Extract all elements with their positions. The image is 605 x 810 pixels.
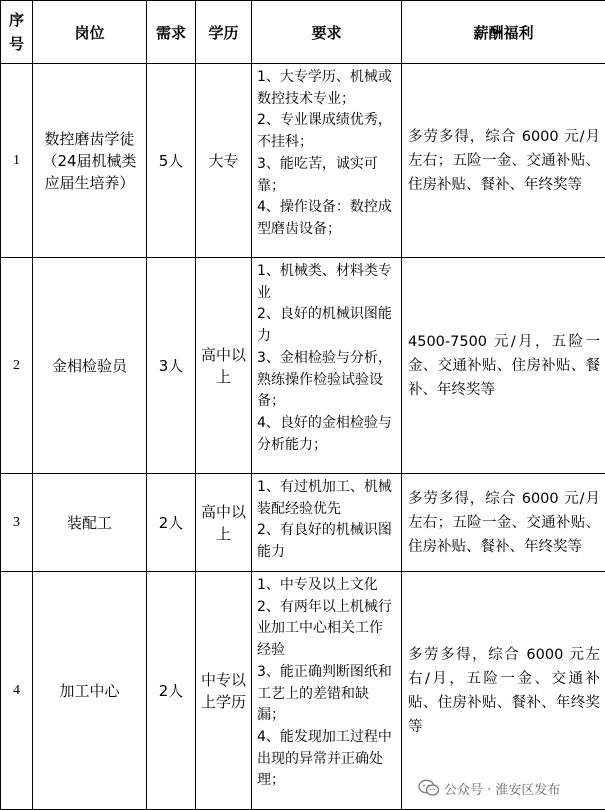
row-count: 2人 bbox=[147, 474, 196, 572]
header-salary: 薪酬福利 bbox=[402, 1, 605, 64]
row-requirements bbox=[252, 258, 402, 474]
requirement-item: 1、有过机加工、机械装配经验优先 bbox=[257, 477, 395, 520]
row-no: 4 bbox=[1, 572, 33, 810]
requirement-item: 1、大专学历、机械或数控技术专业； bbox=[257, 67, 395, 110]
row-position: 装配工 bbox=[33, 474, 147, 572]
row-no: 3 bbox=[1, 474, 33, 572]
row-requirements bbox=[252, 474, 402, 572]
table-header-row bbox=[1, 1, 605, 64]
row-position: 数控磨齿学徒（24届机械类应届生培养） bbox=[33, 64, 147, 258]
requirement-item: 3、能正确判断图纸和工艺上的差错和缺漏； bbox=[257, 662, 395, 727]
row-education: 大专 bbox=[196, 64, 252, 258]
watermark bbox=[414, 776, 564, 800]
requirement-item: 1、机械类、材料类专业 bbox=[257, 261, 395, 304]
requirement-item: 3、金相检验与分析，熟练操作检验试验设备； bbox=[257, 348, 395, 413]
row-education: 中专以上学历 bbox=[196, 572, 252, 810]
table-row bbox=[1, 64, 605, 258]
header-no: 序号 bbox=[1, 1, 33, 64]
header-position: 岗位 bbox=[33, 1, 147, 64]
requirement-item: 2、有良好的机械识图能力 bbox=[257, 520, 395, 563]
requirement-item: 4、操作设备：数控成型磨齿设备； bbox=[257, 197, 395, 240]
header-education: 学历 bbox=[196, 1, 252, 64]
row-education: 高中以上 bbox=[196, 474, 252, 572]
header-count: 需求 bbox=[147, 1, 196, 64]
row-salary: 多劳多得，综合 6000 元/月左右；五险一金、交通补贴、住房补贴、餐补、年终奖等 bbox=[402, 64, 605, 258]
row-salary: 4500-7500 元/月，五险一金、交通补贴、住房补贴、餐补、年终奖等 bbox=[402, 258, 605, 474]
row-no: 1 bbox=[1, 64, 33, 258]
table-row bbox=[1, 572, 605, 810]
row-salary: 多劳多得，综合 6000 元左右/月，五险一金、交通补贴、住房补贴、餐补、年终奖等 bbox=[402, 572, 605, 810]
row-count: 3人 bbox=[147, 258, 196, 474]
requirement-item: 4、良好的金相检验与分析能力； bbox=[257, 413, 395, 456]
wechat-icon bbox=[418, 779, 440, 797]
row-count: 5人 bbox=[147, 64, 196, 258]
row-salary: 多劳多得，综合 6000 元/月左右；五险一金、交通补贴、住房补贴、餐补、年终奖等 bbox=[402, 474, 605, 572]
row-requirements bbox=[252, 572, 402, 810]
row-position: 金相检验员 bbox=[33, 258, 147, 474]
row-count: 2人 bbox=[147, 572, 196, 810]
row-education: 高中以上 bbox=[196, 258, 252, 474]
requirement-item: 1、中专及以上文化 bbox=[257, 575, 395, 597]
row-position: 加工中心 bbox=[33, 572, 147, 810]
table-row bbox=[1, 474, 605, 572]
table-row bbox=[1, 258, 605, 474]
requirement-item: 2、良好的机械识图能力 bbox=[257, 304, 395, 347]
header-requirements: 要求 bbox=[252, 1, 402, 64]
requirement-item: 2、专业课成绩优秀，不挂科； bbox=[257, 110, 395, 153]
watermark-text: 公众号 · 淮安区发布 bbox=[444, 779, 560, 798]
row-no: 2 bbox=[1, 258, 33, 474]
requirement-item: 4、能发现加工过程中出现的异常并正确处理； bbox=[257, 727, 395, 792]
requirement-item: 2、有两年以上机械行业加工中心相关工作经验 bbox=[257, 597, 395, 662]
row-requirements bbox=[252, 64, 402, 258]
requirement-item: 3、能吃苦，诚实可靠； bbox=[257, 154, 395, 197]
